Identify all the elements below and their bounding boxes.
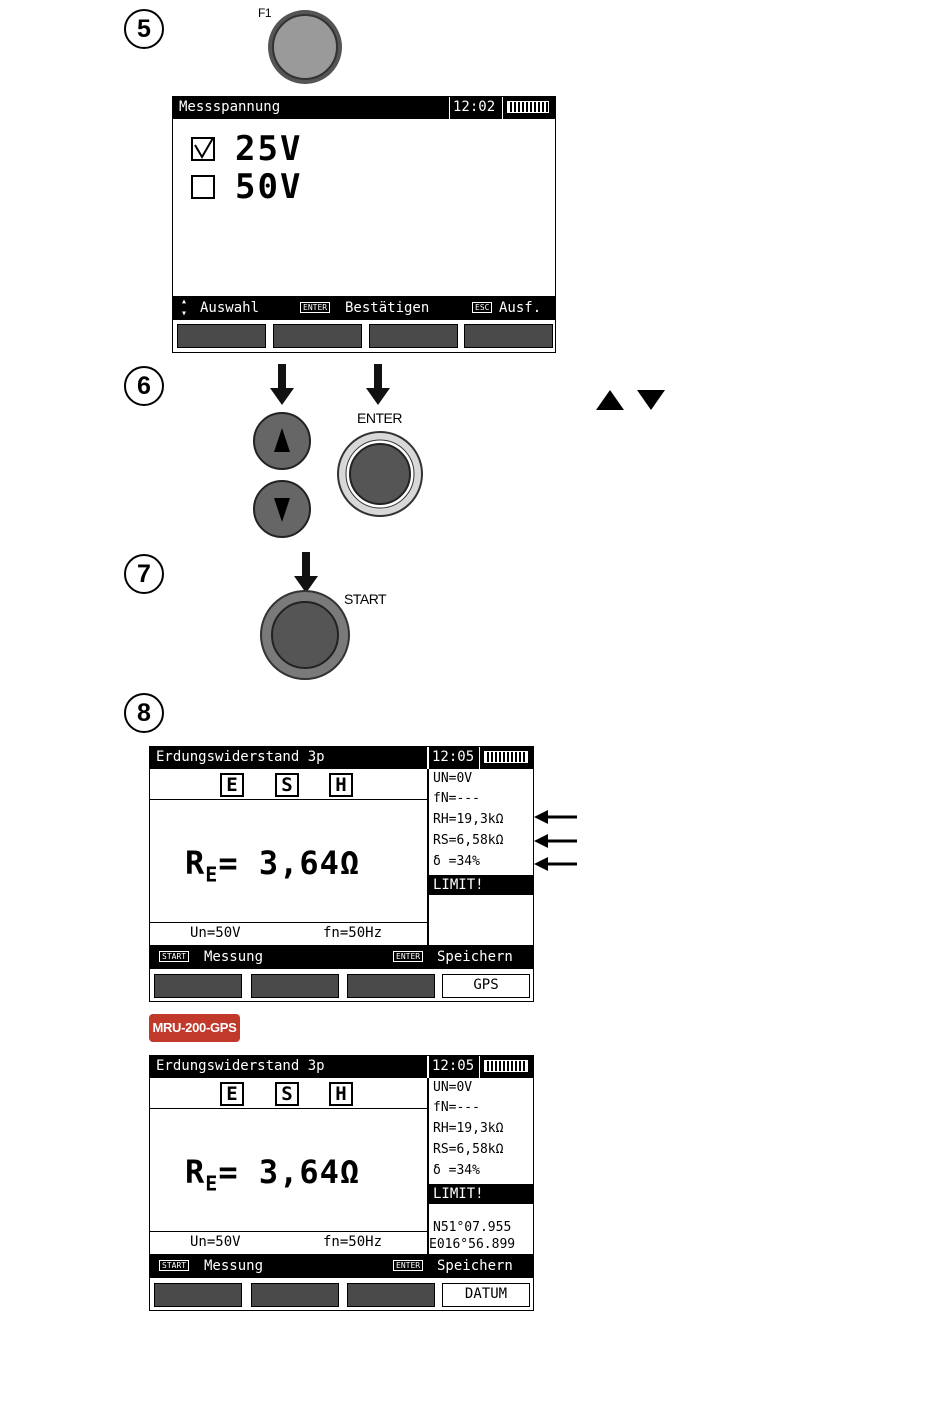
side-delta: δ =34% xyxy=(433,854,480,869)
limit-badge: LIMIT! xyxy=(429,875,534,895)
softkey-1[interactable] xyxy=(154,1283,242,1307)
screen3-title: Erdungswiderstand 3p xyxy=(156,1058,325,1074)
screen2-footer xyxy=(150,945,534,969)
side-un: UN=0V xyxy=(433,1080,473,1095)
model-badge: MRU-200-GPS xyxy=(149,1014,240,1042)
screen1-footer xyxy=(173,296,556,320)
footer-select-label: Auswahl xyxy=(200,300,260,316)
un-value: Un=50V xyxy=(190,1234,241,1250)
esc-key-tag: ESC xyxy=(472,302,492,313)
screen-earth-resistance-gps xyxy=(149,1055,534,1311)
softkey-2[interactable] xyxy=(273,324,362,348)
mode-e-box: E xyxy=(220,1082,244,1106)
footer-measure-label: Messung xyxy=(204,949,264,965)
pointer-arrow-icon xyxy=(534,855,578,873)
fn-value: fn=50Hz xyxy=(323,1234,383,1250)
softkey-2[interactable] xyxy=(251,1283,339,1307)
side-rh: RH=19,3kΩ xyxy=(433,812,504,827)
softkey-4[interactable] xyxy=(464,324,553,348)
arrow-down-icon xyxy=(366,364,390,406)
step-5-marker: 5 xyxy=(124,9,164,49)
footer-save-label: Speichern xyxy=(437,949,513,965)
arrow-down-icon xyxy=(270,364,294,406)
mode-s-box: S xyxy=(275,1082,299,1106)
softkey-3[interactable] xyxy=(347,974,435,998)
un-value: Un=50V xyxy=(190,925,241,941)
mode-h-box: H xyxy=(329,1082,353,1106)
start-button[interactable] xyxy=(259,589,351,681)
triangle-down-icon xyxy=(636,389,666,411)
result-value: $R_E= 3,64\Omega$ xyxy=(185,844,361,887)
battery-icon xyxy=(507,101,549,113)
start-key-tag: START xyxy=(159,951,189,962)
updown-arrow-icon: ▴ ▾ xyxy=(181,296,188,319)
screen3-time: 12:05 xyxy=(432,1058,475,1074)
triangle-up-icon xyxy=(595,389,625,411)
side-rs: RS=6,58kΩ xyxy=(433,833,504,848)
softkey-2[interactable] xyxy=(251,974,339,998)
datum-softkey[interactable]: DATUM xyxy=(442,1283,530,1307)
checkbox-25v[interactable] xyxy=(191,137,215,161)
enter-key-tag: ENTER xyxy=(300,302,330,313)
screen3-footer xyxy=(150,1254,534,1278)
enter-key-tag: ENTER xyxy=(393,951,423,962)
screen2-title-bar xyxy=(150,747,427,769)
step-8-marker: 8 xyxy=(124,693,164,733)
screen2-time: 12:05 xyxy=(432,749,475,765)
screen-voltage-select xyxy=(172,96,556,353)
footer-exit-label: Ausf. xyxy=(499,300,542,316)
enter-label: ENTER xyxy=(357,410,402,426)
checkbox-50v[interactable] xyxy=(191,175,215,199)
down-button[interactable] xyxy=(252,479,312,539)
softkey-1[interactable] xyxy=(177,324,266,348)
pointer-arrow-icon xyxy=(534,808,578,826)
softkey-3[interactable] xyxy=(369,324,458,348)
enter-key-tag: ENTER xyxy=(393,1260,423,1271)
screen3-status xyxy=(429,1056,534,1078)
footer-measure-label: Messung xyxy=(204,1258,264,1274)
screen1-title-bar xyxy=(173,97,556,119)
battery-icon xyxy=(484,751,528,763)
softkey-1[interactable] xyxy=(154,974,242,998)
limit-badge: LIMIT! xyxy=(429,1184,534,1204)
side-rs: RS=6,58kΩ xyxy=(433,1142,504,1157)
mode-e-box: E xyxy=(220,773,244,797)
screen1-title: Messspannung xyxy=(179,99,281,115)
mode-s-box: S xyxy=(275,773,299,797)
gps-latitude: N51°07.955 xyxy=(433,1220,512,1235)
arrow-down-icon xyxy=(294,552,318,594)
f1-button[interactable] xyxy=(266,8,344,86)
mode-h-box: H xyxy=(329,773,353,797)
fn-value: fn=50Hz xyxy=(323,925,383,941)
option-25v-label[interactable]: 25V xyxy=(235,129,303,169)
f1-label: F1 xyxy=(258,6,272,20)
battery-icon xyxy=(484,1060,528,1072)
start-label: START xyxy=(344,591,387,607)
softkey-3[interactable] xyxy=(347,1283,435,1307)
screen1-time: 12:02 xyxy=(453,99,496,115)
screen-earth-resistance xyxy=(149,746,534,1002)
pointer-arrow-icon xyxy=(534,832,578,850)
side-rh: RH=19,3kΩ xyxy=(433,1121,504,1136)
start-key-tag: START xyxy=(159,1260,189,1271)
screen2-status xyxy=(429,747,534,769)
gps-softkey[interactable]: GPS xyxy=(442,974,530,998)
up-button[interactable] xyxy=(252,411,312,471)
gps-longitude: E016°56.899 xyxy=(429,1237,516,1252)
step-7-marker: 7 xyxy=(124,554,164,594)
option-50v-label[interactable]: 50V xyxy=(235,167,303,207)
side-delta: δ =34% xyxy=(433,1163,480,1178)
step-6-marker: 6 xyxy=(124,366,164,406)
footer-save-label: Speichern xyxy=(437,1258,513,1274)
side-un: UN=0V xyxy=(433,771,473,786)
screen2-title: Erdungswiderstand 3p xyxy=(156,749,325,765)
enter-button[interactable] xyxy=(336,430,424,518)
side-fn: fN=--- xyxy=(433,791,480,806)
result-value: $R_E= 3,64\Omega$ xyxy=(185,1153,361,1196)
screen3-title-bar xyxy=(150,1056,427,1078)
side-fn: fN=--- xyxy=(433,1100,480,1115)
checkmark-icon xyxy=(191,137,213,159)
footer-confirm-label: Bestätigen xyxy=(345,300,430,316)
